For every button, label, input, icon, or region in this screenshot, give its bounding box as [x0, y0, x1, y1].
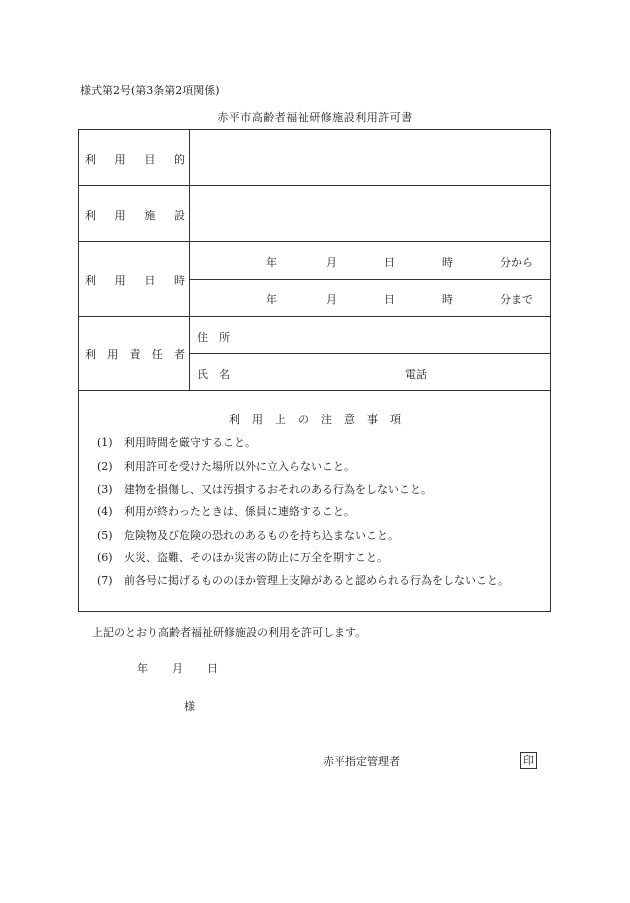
form-number: 様式第2号(第3条第2項関係): [80, 84, 220, 97]
permit-statement: 上記のとおり高齢者福祉研修施設の利用を許可します。: [92, 626, 367, 639]
row-divider: [78, 316, 551, 317]
issue-year-unit: 年: [137, 662, 148, 675]
row-divider: [78, 185, 551, 186]
facility-label: 利 用 施 設: [85, 209, 185, 222]
note-item: (3) 建物を損傷し、又は汚損するおそれのある行為をしないこと。: [97, 483, 432, 496]
start-hour-unit: 時: [442, 256, 453, 269]
datetime-label: 利 用 日 時: [85, 274, 185, 287]
issue-day-unit: 日: [207, 662, 218, 675]
end-day-unit: 日: [384, 293, 395, 306]
start-minute-unit: 分から: [500, 256, 533, 269]
note-item: (1) 利用時間を厳守すること。: [97, 436, 256, 449]
note-item: (6) 火災、盗難、そのほか災害の防止に万全を期すこと。: [97, 551, 388, 564]
column-divider: [189, 129, 190, 390]
purpose-label: 利 用 目 的: [85, 153, 185, 166]
seal-mark: 印: [520, 752, 537, 769]
responsible-person-label: 利 用 責 任 者: [85, 348, 185, 361]
start-month-unit: 月: [326, 256, 337, 269]
note-item: (7) 前各号に掲げるもののほか管理上支障があると認められる行為をしないこと。: [97, 574, 509, 587]
end-year-unit: 年: [266, 293, 277, 306]
phone-label: 電話: [405, 368, 427, 381]
addressee-suffix: 様: [184, 700, 195, 713]
row-divider: [78, 390, 551, 391]
start-day-unit: 日: [384, 256, 395, 269]
note-item: (2) 利用許可を受けた場所以外に立入らないこと。: [97, 460, 355, 473]
start-year-unit: 年: [266, 256, 277, 269]
address-label: 住 所: [197, 331, 230, 344]
end-month-unit: 月: [326, 293, 337, 306]
issuer-name: 赤平指定管理者: [323, 755, 400, 768]
row-divider: [189, 353, 551, 354]
end-minute-unit: 分まで: [500, 293, 533, 306]
notes-title: 利 用 上 の 注 意 事 項: [229, 413, 401, 426]
row-divider: [78, 241, 551, 242]
note-item: (4) 利用が終わったときは、係員に連絡すること。: [97, 505, 355, 518]
issue-month-unit: 月: [172, 662, 183, 675]
name-label: 氏 名: [197, 368, 230, 381]
end-hour-unit: 時: [442, 293, 453, 306]
note-item: (5) 危険物及び危険の恐れのあるものを持ち込まないこと。: [97, 529, 399, 542]
document-title: 赤平市高齢者福祉研修施設利用許可書: [217, 111, 413, 124]
row-divider: [189, 279, 551, 280]
